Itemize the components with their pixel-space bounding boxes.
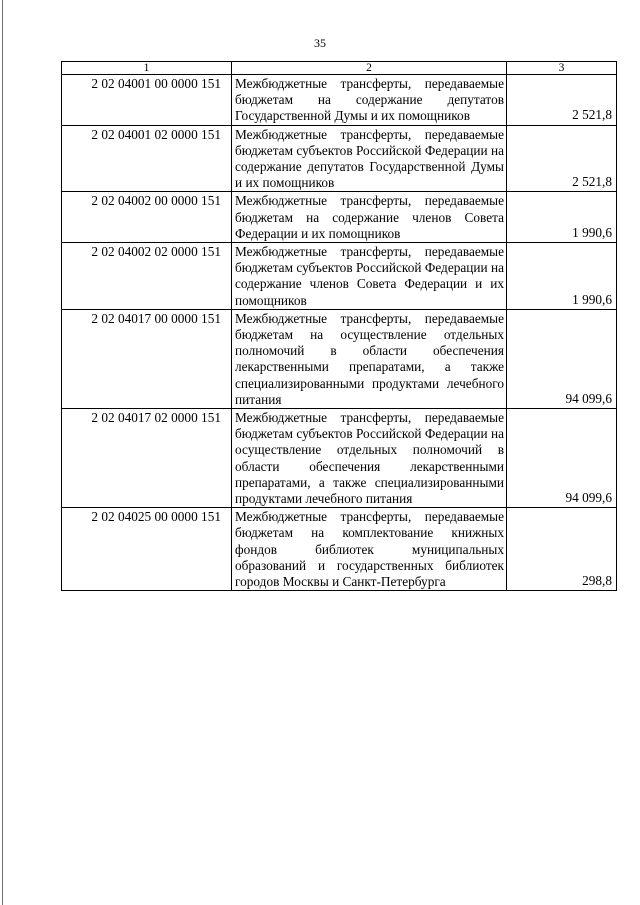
amount: 94 099,6 <box>507 409 617 508</box>
budget-code: 2 02 04002 00 0000 151 <box>62 192 232 243</box>
description: Межбюджетные трансферты, передаваемые бюджетам на осуществление отдельных полномочий в области обеспечения лекарственными препаратами, а также специализированными продуктами лечебного питания <box>232 309 507 408</box>
table-row <box>62 75 617 126</box>
budget-table <box>61 61 617 591</box>
amount: 2 521,8 <box>507 125 617 192</box>
description: Межбюджетные трансферты, передаваемые бюджетам субъектов Российской Федерации на содержание членов Совета Федерации и их помощников <box>232 243 507 310</box>
description: Межбюджетные трансферты, передаваемые бюджетам на содержание депутатов Государственной Думы и их помощников <box>232 75 507 126</box>
amount: 94 099,6 <box>507 309 617 408</box>
column-header: 2 <box>232 62 507 75</box>
amount: 1 990,6 <box>507 243 617 310</box>
table-row <box>62 409 617 508</box>
description: Межбюджетные трансферты, передаваемые бюджетам на содержание членов Совета Федерации и их помощников <box>232 192 507 243</box>
amount: 298,8 <box>507 508 617 591</box>
description: Межбюджетные трансферты, передаваемые бюджетам на комплектование книжных фондов библиотек муниципальных образований и государственных библиотек городов Москвы и Санкт-Петербурга <box>232 508 507 591</box>
table-row <box>62 508 617 591</box>
description: Межбюджетные трансферты, передаваемые бюджетам субъектов Российской Федерации на осуществление отдельных полномочий в области обеспечения лекарственными препаратами, а также специализированными продуктами лечебного питания <box>232 409 507 508</box>
budget-code: 2 02 04002 02 0000 151 <box>62 243 232 310</box>
budget-code: 2 02 04025 00 0000 151 <box>62 508 232 591</box>
column-header: 3 <box>507 62 617 75</box>
amount: 1 990,6 <box>507 192 617 243</box>
table-row <box>62 125 617 192</box>
budget-code: 2 02 04001 00 0000 151 <box>62 75 232 126</box>
budget-code: 2 02 04017 00 0000 151 <box>62 309 232 408</box>
amount: 2 521,8 <box>507 75 617 126</box>
page-left-edge <box>2 0 3 905</box>
column-header: 1 <box>62 62 232 75</box>
budget-code: 2 02 04017 02 0000 151 <box>62 409 232 508</box>
table-header-row <box>62 62 617 75</box>
description: Межбюджетные трансферты, передаваемые бюджетам субъектов Российской Федерации на содержание депутатов Государственной Думы и их помощников <box>232 125 507 192</box>
table-row <box>62 309 617 408</box>
table-row <box>62 192 617 243</box>
table-row <box>62 243 617 310</box>
page-number: 35 <box>314 36 326 50</box>
budget-code: 2 02 04001 02 0000 151 <box>62 125 232 192</box>
